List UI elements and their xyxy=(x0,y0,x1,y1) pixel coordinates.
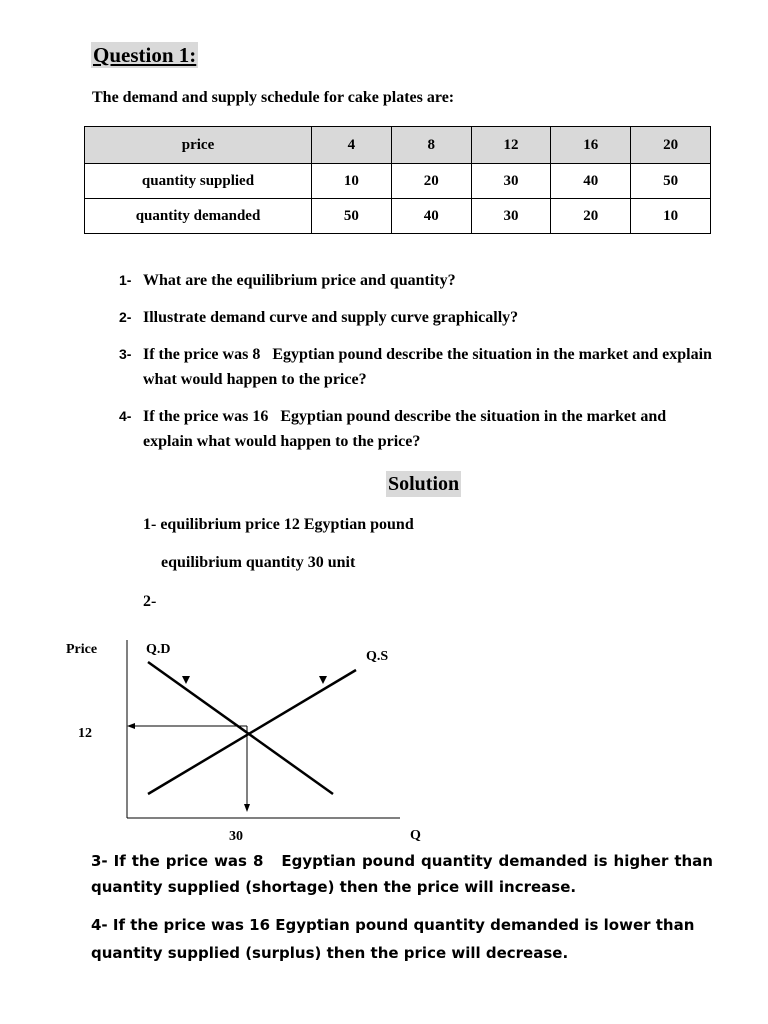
equilibrium-quantity-label: 30 xyxy=(229,829,243,844)
x-axis-label: Q xyxy=(410,828,421,843)
demand-label: Q.D xyxy=(146,642,171,657)
row-label: quantity supplied xyxy=(85,164,312,199)
demand-curve xyxy=(148,662,333,794)
row-label: quantity demanded xyxy=(85,199,312,234)
row-label: price xyxy=(85,127,312,164)
table-cell: 12 xyxy=(471,127,551,164)
question-text: Illustrate demand curve and supply curve graphically? xyxy=(143,309,519,326)
table-cell: 30 xyxy=(471,199,551,234)
solution-line-3: 2- xyxy=(143,593,157,610)
demand-arrow-icon xyxy=(182,676,190,684)
supply-curve xyxy=(148,670,356,794)
answer-3: 3- If the price was 8 Egyptian pound quantity demanded is higher than quantity supplied (shortage) then the price will increase. xyxy=(91,852,719,896)
question-text: What are the equilibrium price and quantity? xyxy=(143,272,456,289)
table-cell: 50 xyxy=(631,164,711,199)
question-number: 1- xyxy=(119,272,132,288)
table-cell: 40 xyxy=(391,199,471,234)
list-item xyxy=(119,268,719,293)
question-intro: The demand and supply schedule for cake plates are: xyxy=(92,89,455,106)
arrow-left-icon xyxy=(127,723,135,729)
table-cell: 8 xyxy=(391,127,471,164)
schedule-table xyxy=(84,126,711,234)
table-cell: 20 xyxy=(631,127,711,164)
table-row xyxy=(85,164,711,199)
table-cell: 50 xyxy=(312,199,392,234)
equilibrium-price-label: 12 xyxy=(78,726,92,741)
arrow-down-icon xyxy=(244,804,250,812)
table-cell: 4 xyxy=(312,127,392,164)
question-number: 4- xyxy=(119,408,132,424)
answer-4: 4- If the price was 16 Egyptian pound quantity demanded is lower than quantity supplied (surplus) then the price will decrease. xyxy=(91,916,695,962)
solution-title: Solution xyxy=(388,473,460,495)
table-cell: 20 xyxy=(391,164,471,199)
table-cell: 20 xyxy=(551,199,631,234)
solution-line-2: equilibrium quantity 30 unit xyxy=(161,554,356,571)
supply-arrow-icon xyxy=(319,676,327,684)
question-number: 2- xyxy=(119,309,132,325)
list-item xyxy=(119,342,719,392)
table-row xyxy=(85,127,711,164)
question-number: 3- xyxy=(119,346,132,362)
question-title: Question 1: xyxy=(93,43,197,67)
question-list xyxy=(119,268,719,466)
table-row xyxy=(85,199,711,234)
y-axis-label: Price xyxy=(66,642,98,657)
table-cell: 30 xyxy=(471,164,551,199)
supply-demand-graph xyxy=(60,630,460,850)
question-text: If the price was 16 Egyptian pound describe the situation in the market and explain what would happen to the price? xyxy=(143,408,671,450)
table-cell: 40 xyxy=(551,164,631,199)
solution-line-1: 1- equilibrium price 12 Egyptian pound xyxy=(143,516,414,533)
table-cell: 10 xyxy=(631,199,711,234)
list-item xyxy=(119,305,719,330)
table-cell: 10 xyxy=(312,164,392,199)
supply-label: Q.S xyxy=(366,649,389,664)
question-text: If the price was 8 Egyptian pound describe the situation in the market and explain what would happen to the price? xyxy=(143,346,716,388)
list-item xyxy=(119,404,719,454)
table-cell: 16 xyxy=(551,127,631,164)
